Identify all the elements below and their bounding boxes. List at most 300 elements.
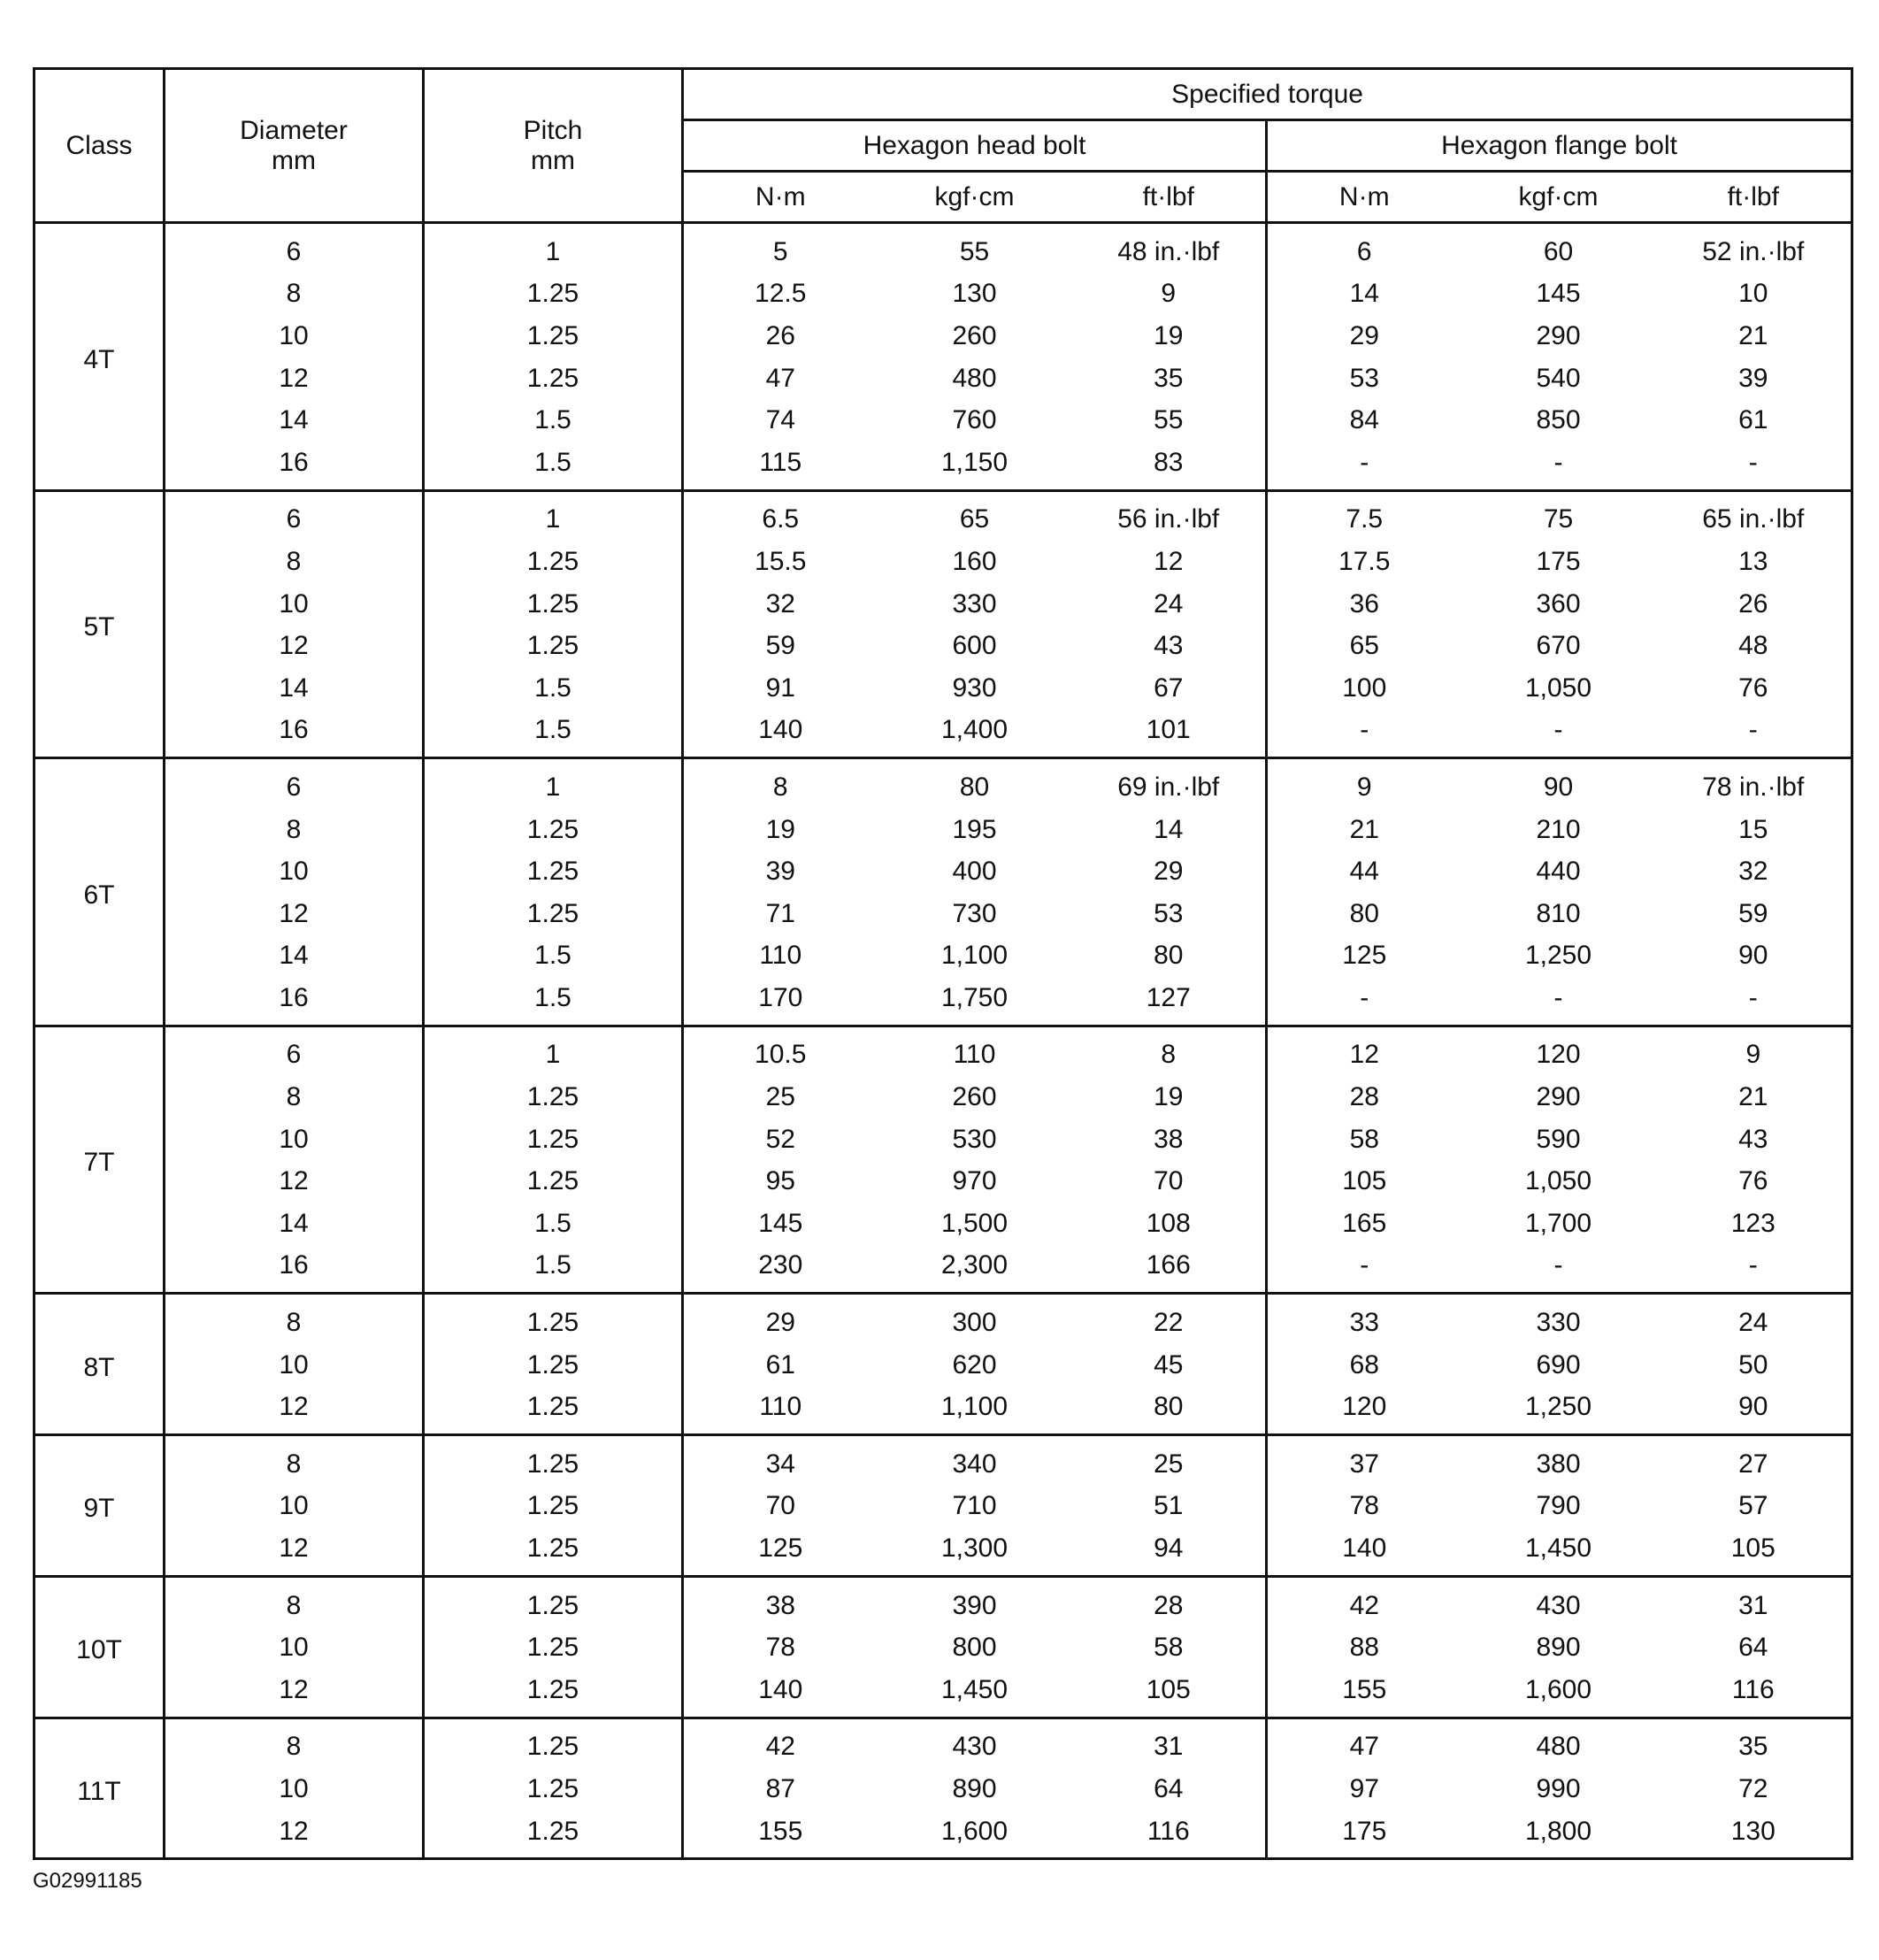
head-ftlbf-cell: 56 in.·lbf — [1072, 490, 1267, 541]
class-group — [35, 1435, 1852, 1577]
class-cell: 8T — [35, 1294, 165, 1435]
pitch-cell: 1.25 — [424, 625, 683, 667]
flange-kgfcm-cell: 590 — [1536, 1124, 1581, 1154]
table-row — [35, 935, 1852, 978]
class-cell: 7T — [35, 1026, 165, 1294]
table-row — [35, 1026, 1852, 1076]
diameter-cell: 10 — [165, 850, 424, 893]
pitch-cell: 1.25 — [424, 1718, 683, 1768]
head-kgfcm-cell: 110 — [878, 1026, 1072, 1076]
head-kgfcm-cell: 620 — [952, 1349, 997, 1380]
unit-header-flange-ftlbf: ft·lbf — [1656, 172, 1852, 223]
hexagon-flange-bolt-header: Hexagon flange bolt — [1267, 120, 1852, 172]
flange-nm-cell: 36 — [1267, 583, 1461, 626]
diameter-unit: mm — [272, 145, 316, 175]
head-ftlbf-cell: 22 — [1072, 1294, 1267, 1344]
table-row — [35, 1718, 1852, 1768]
pitch-cell: 1.25 — [424, 1527, 683, 1576]
head-ftlbf-cell: 38 — [1072, 1118, 1267, 1161]
pitch-cell: 1.25 — [424, 1486, 683, 1528]
head-kgfcm-cell: 260 — [952, 1082, 997, 1112]
head-kgfcm-cell: 1,750 — [878, 977, 1072, 1026]
class-cell: 11T — [35, 1718, 165, 1859]
flange-nm-cell: - — [1267, 442, 1461, 490]
head-ftlbf-cell: 127 — [1072, 977, 1267, 1026]
head-nm-cell: 19 — [683, 809, 878, 851]
pitch-cell: 1.25 — [424, 1626, 683, 1669]
head-kgfcm-cell: 760 — [952, 405, 997, 435]
head-ftlbf-cell: 14 — [1072, 809, 1267, 851]
flange-kgfcm-cell: - — [1461, 1245, 1656, 1294]
flange-kgfcm-cell: 90 — [1461, 758, 1656, 809]
head-nm-cell: 32 — [683, 583, 878, 626]
flange-kgfcm-cell: 1,800 — [1461, 1810, 1656, 1859]
flange-ftlbf-cell: 105 — [1656, 1527, 1852, 1576]
table-row — [35, 583, 1852, 626]
flange-kgfcm-cell: 60 — [1461, 223, 1656, 273]
unit-header-head-kgfcm: kgf·cm — [878, 172, 1072, 223]
table-row — [35, 1527, 1852, 1576]
flange-ftlbf-cell: 21 — [1656, 1076, 1852, 1118]
head-ftlbf-cell: 67 — [1072, 667, 1267, 710]
flange-nm-cell: 21 — [1267, 809, 1461, 851]
flange-kgfcm-cell: 670 — [1536, 631, 1581, 661]
table-row — [35, 710, 1852, 758]
pitch-cell: 1.5 — [424, 710, 683, 758]
pitch-cell: 1 — [424, 223, 683, 273]
head-kgfcm-cell: 80 — [878, 758, 1072, 809]
diameter-label: Diameter — [240, 115, 348, 145]
diameter-cell: 12 — [165, 1669, 424, 1718]
flange-ftlbf-cell: 35 — [1656, 1718, 1852, 1768]
head-nm-cell: 25 — [683, 1076, 878, 1118]
head-nm-cell: 61 — [683, 1344, 878, 1387]
head-nm-cell: 87 — [683, 1768, 878, 1810]
flange-ftlbf-cell: 123 — [1656, 1203, 1852, 1245]
flange-nm-cell: 68 — [1267, 1344, 1461, 1387]
head-kgfcm-cell: 195 — [952, 814, 997, 844]
pitch-cell: 1.25 — [424, 1294, 683, 1344]
flange-nm-cell: 140 — [1267, 1527, 1461, 1576]
diameter-cell: 8 — [165, 1718, 424, 1768]
flange-kgfcm-cell: 430 — [1461, 1576, 1656, 1626]
flange-ftlbf-cell: 32 — [1656, 850, 1852, 893]
head-ftlbf-cell: 166 — [1072, 1245, 1267, 1294]
head-nm-cell: 15.5 — [683, 541, 878, 583]
flange-ftlbf-cell: - — [1656, 442, 1852, 490]
flange-kgfcm-cell: 175 — [1536, 546, 1581, 576]
flange-kgfcm-cell: - — [1461, 442, 1656, 490]
flange-kgfcm-cell: 210 — [1536, 814, 1581, 844]
flange-kgfcm-cell: 810 — [1536, 898, 1581, 928]
flange-kgfcm-cell: 990 — [1536, 1773, 1581, 1803]
diameter-cell: 16 — [165, 442, 424, 490]
head-kgfcm-cell: 530 — [952, 1124, 997, 1154]
flange-nm-cell: 29 — [1267, 315, 1461, 357]
head-kgfcm-cell: 480 — [952, 363, 997, 393]
head-nm-cell: 71 — [683, 893, 878, 935]
flange-ftlbf-cell: - — [1656, 710, 1852, 758]
head-kgfcm-cell: 1,400 — [878, 710, 1072, 758]
head-ftlbf-cell: 25 — [1072, 1435, 1267, 1486]
diameter-cell: 12 — [165, 625, 424, 667]
head-ftlbf-cell: 108 — [1072, 1203, 1267, 1245]
head-nm-cell: 6.5 — [683, 490, 878, 541]
flange-kgfcm-cell: 790 — [1536, 1491, 1581, 1521]
head-ftlbf-cell: 43 — [1072, 625, 1267, 667]
head-nm-cell: 10.5 — [683, 1026, 878, 1076]
flange-ftlbf-cell: 72 — [1656, 1768, 1852, 1810]
flange-ftlbf-cell: 15 — [1656, 809, 1852, 851]
head-nm-cell: 29 — [683, 1294, 878, 1344]
head-ftlbf-cell: 94 — [1072, 1527, 1267, 1576]
head-nm-cell: 12.5 — [683, 273, 878, 316]
class-cell: 4T — [35, 223, 165, 491]
flange-nm-cell: 125 — [1267, 935, 1461, 978]
flange-ftlbf-cell: 65 in.·lbf — [1656, 490, 1852, 541]
pitch-cell: 1.25 — [424, 583, 683, 626]
diameter-cell: 8 — [165, 1435, 424, 1486]
pitch-cell: 1 — [424, 758, 683, 809]
head-nm-cell: 70 — [683, 1486, 878, 1528]
flange-kgfcm-cell: 1,050 — [1524, 1166, 1592, 1196]
head-nm-cell: 125 — [683, 1527, 878, 1576]
diameter-cell: 10 — [165, 1344, 424, 1387]
table-row — [35, 1486, 1852, 1528]
flange-kgfcm-cell: 380 — [1461, 1435, 1656, 1486]
head-ftlbf-cell: 35 — [1072, 357, 1267, 400]
flange-kgfcm-cell: 690 — [1536, 1349, 1581, 1380]
pitch-cell: 1.5 — [424, 1245, 683, 1294]
diameter-cell: 12 — [165, 1386, 424, 1434]
head-ftlbf-cell: 80 — [1072, 935, 1267, 978]
table-row — [35, 1203, 1852, 1245]
table-row — [35, 357, 1852, 400]
head-kgfcm-cell: 1,450 — [878, 1669, 1072, 1718]
diameter-cell: 6 — [165, 758, 424, 809]
flange-nm-cell: 42 — [1267, 1576, 1461, 1626]
head-nm-cell: 52 — [683, 1118, 878, 1161]
head-ftlbf-cell: 45 — [1072, 1344, 1267, 1387]
pitch-cell: 1.25 — [424, 1669, 683, 1718]
pitch-cell: 1.25 — [424, 1576, 683, 1626]
head-kgfcm-cell: 970 — [952, 1166, 997, 1196]
image-id-label: G02991185 — [33, 1869, 142, 1893]
flange-ftlbf-cell: 76 — [1656, 667, 1852, 710]
head-ftlbf-cell: 58 — [1072, 1626, 1267, 1669]
head-kgfcm-cell: 400 — [952, 857, 997, 887]
diameter-cell: 8 — [165, 1576, 424, 1626]
flange-ftlbf-cell: - — [1656, 977, 1852, 1026]
table-row — [35, 1160, 1852, 1203]
class-cell: 10T — [35, 1576, 165, 1718]
table-row — [35, 442, 1852, 490]
flange-ftlbf-cell: 76 — [1656, 1160, 1852, 1203]
flange-kgfcm-cell: 360 — [1536, 588, 1581, 619]
flange-kgfcm-cell: 440 — [1536, 857, 1581, 887]
head-nm-cell: 170 — [683, 977, 878, 1026]
flange-nm-cell: 84 — [1267, 399, 1461, 442]
flange-nm-cell: 12 — [1267, 1026, 1461, 1076]
table-row — [35, 1386, 1852, 1434]
head-kgfcm-cell: 1,500 — [940, 1208, 1009, 1238]
flange-ftlbf-cell: 9 — [1656, 1026, 1852, 1076]
pitch-cell: 1.25 — [424, 850, 683, 893]
class-cell: 6T — [35, 758, 165, 1026]
head-kgfcm-cell: 2,300 — [878, 1245, 1072, 1294]
pitch-cell: 1.25 — [424, 315, 683, 357]
head-nm-cell: 115 — [683, 442, 878, 490]
pitch-cell: 1.5 — [424, 442, 683, 490]
flange-kgfcm-cell: 145 — [1536, 279, 1581, 309]
flange-ftlbf-cell: 31 — [1656, 1576, 1852, 1626]
head-nm-cell: 26 — [683, 315, 878, 357]
flange-nm-cell: 47 — [1267, 1718, 1461, 1768]
class-group — [35, 490, 1852, 758]
head-kgfcm-cell: 1,150 — [878, 442, 1072, 490]
pitch-cell: 1.25 — [424, 1810, 683, 1859]
table-row — [35, 758, 1852, 809]
head-kgfcm-cell: 1,100 — [878, 1386, 1072, 1434]
table-row — [35, 1810, 1852, 1859]
diameter-cell: 14 — [165, 399, 424, 442]
pitch-cell: 1 — [424, 490, 683, 541]
table-row — [35, 977, 1852, 1026]
flange-kgfcm-cell: 1,250 — [1461, 1386, 1656, 1434]
head-kgfcm-cell: 430 — [878, 1718, 1072, 1768]
diameter-cell: 10 — [165, 1768, 424, 1810]
pitch-cell: 1.25 — [424, 1076, 683, 1118]
head-ftlbf-cell: 12 — [1072, 541, 1267, 583]
flange-nm-cell: - — [1267, 1245, 1461, 1294]
pitch-cell: 1.25 — [424, 357, 683, 400]
diameter-header — [165, 69, 424, 223]
flange-ftlbf-cell: 24 — [1656, 1294, 1852, 1344]
flange-kgfcm-cell: 890 — [1536, 1633, 1581, 1663]
head-ftlbf-cell: 31 — [1072, 1718, 1267, 1768]
table-row — [35, 1344, 1852, 1387]
pitch-cell: 1.5 — [424, 399, 683, 442]
flange-ftlbf-cell: 52 in.·lbf — [1656, 223, 1852, 273]
pitch-unit: mm — [531, 145, 575, 175]
flange-kgfcm-cell: 480 — [1461, 1718, 1656, 1768]
head-ftlbf-cell: 53 — [1072, 893, 1267, 935]
head-kgfcm-cell: 390 — [878, 1576, 1072, 1626]
head-ftlbf-cell: 29 — [1072, 850, 1267, 893]
head-kgfcm-cell: 340 — [878, 1435, 1072, 1486]
flange-kgfcm-cell: 290 — [1536, 320, 1581, 350]
table-row — [35, 809, 1852, 851]
flange-nm-cell: 17.5 — [1267, 541, 1461, 583]
table-row — [35, 399, 1852, 442]
head-ftlbf-cell: 64 — [1072, 1768, 1267, 1810]
flange-nm-cell: 6 — [1267, 223, 1461, 273]
table-row — [35, 1669, 1852, 1718]
head-nm-cell: 110 — [683, 1386, 878, 1434]
head-nm-cell: 95 — [683, 1160, 878, 1203]
pitch-cell: 1.25 — [424, 541, 683, 583]
head-nm-cell: 38 — [683, 1576, 878, 1626]
table-row — [35, 1294, 1852, 1344]
pitch-cell: 1.25 — [424, 1768, 683, 1810]
table-row — [35, 850, 1852, 893]
flange-kgfcm-cell: 1,050 — [1524, 673, 1592, 703]
diameter-cell: 12 — [165, 357, 424, 400]
flange-ftlbf-cell: - — [1656, 1245, 1852, 1294]
table-row — [35, 315, 1852, 357]
flange-ftlbf-cell: 116 — [1656, 1669, 1852, 1718]
diameter-cell: 12 — [165, 1810, 424, 1859]
head-nm-cell: 145 — [683, 1203, 878, 1245]
head-ftlbf-cell: 101 — [1072, 710, 1267, 758]
flange-kgfcm-cell: 75 — [1461, 490, 1656, 541]
head-nm-cell: 140 — [683, 710, 878, 758]
flange-nm-cell: 105 — [1267, 1160, 1461, 1203]
diameter-cell: 8 — [165, 273, 424, 316]
head-ftlbf-cell: 55 — [1072, 399, 1267, 442]
class-cell: 5T — [35, 490, 165, 758]
diameter-cell: 6 — [165, 1026, 424, 1076]
head-ftlbf-cell: 51 — [1072, 1486, 1267, 1528]
head-nm-cell: 39 — [683, 850, 878, 893]
flange-nm-cell: 78 — [1267, 1486, 1461, 1528]
head-nm-cell: 91 — [683, 667, 878, 710]
pitch-label: Pitch — [523, 115, 583, 145]
head-nm-cell: 230 — [683, 1245, 878, 1294]
head-nm-cell: 155 — [683, 1810, 878, 1859]
class-group — [35, 1718, 1852, 1859]
flange-ftlbf-cell: 57 — [1656, 1486, 1852, 1528]
class-group — [35, 1294, 1852, 1435]
head-kgfcm-cell: 710 — [952, 1491, 997, 1521]
class-group — [35, 758, 1852, 1026]
flange-nm-cell: 80 — [1267, 893, 1461, 935]
pitch-cell: 1.25 — [424, 809, 683, 851]
head-kgfcm-cell: 600 — [952, 631, 997, 661]
table-row — [35, 490, 1852, 541]
head-kgfcm-cell: 930 — [952, 673, 997, 703]
pitch-cell: 1.25 — [424, 273, 683, 316]
head-ftlbf-cell: 69 in.·lbf — [1072, 758, 1267, 809]
specified-torque-header: Specified torque — [683, 69, 1852, 120]
class-group — [35, 223, 1852, 491]
diameter-cell: 8 — [165, 541, 424, 583]
head-ftlbf-cell: 19 — [1072, 315, 1267, 357]
flange-kgfcm-cell: - — [1461, 710, 1656, 758]
table-row — [35, 1076, 1852, 1118]
head-kgfcm-cell: 1,600 — [878, 1810, 1072, 1859]
head-ftlbf-cell: 9 — [1072, 273, 1267, 316]
flange-ftlbf-cell: 39 — [1656, 357, 1852, 400]
head-kgfcm-cell: 130 — [952, 279, 997, 309]
flange-nm-cell: 165 — [1267, 1203, 1461, 1245]
diameter-cell: 12 — [165, 1160, 424, 1203]
head-kgfcm-cell: 260 — [952, 320, 997, 350]
head-ftlbf-cell: 116 — [1072, 1810, 1267, 1859]
flange-ftlbf-cell: 64 — [1656, 1626, 1852, 1669]
flange-nm-cell: 44 — [1267, 850, 1461, 893]
flange-ftlbf-cell: 78 in.·lbf — [1656, 758, 1852, 809]
head-ftlbf-cell: 28 — [1072, 1576, 1267, 1626]
flange-ftlbf-cell: 90 — [1656, 1386, 1852, 1434]
head-ftlbf-cell: 105 — [1072, 1669, 1267, 1718]
flange-kgfcm-cell: 1,250 — [1524, 941, 1592, 971]
flange-nm-cell: 7.5 — [1267, 490, 1461, 541]
pitch-cell: 1.5 — [424, 977, 683, 1026]
flange-kgfcm-cell: 120 — [1461, 1026, 1656, 1076]
head-nm-cell: 5 — [683, 223, 878, 273]
head-kgfcm-cell: 160 — [952, 546, 997, 576]
head-kgfcm-cell: 330 — [952, 588, 997, 619]
flange-ftlbf-cell: 10 — [1656, 273, 1852, 316]
torque-specification-table — [33, 67, 1853, 1860]
head-kgfcm-cell: 890 — [952, 1773, 997, 1803]
pitch-cell: 1.25 — [424, 893, 683, 935]
flange-nm-cell: 175 — [1267, 1810, 1461, 1859]
head-ftlbf-cell: 70 — [1072, 1160, 1267, 1203]
flange-nm-cell: 155 — [1267, 1669, 1461, 1718]
diameter-cell: 6 — [165, 223, 424, 273]
head-ftlbf-cell: 8 — [1072, 1026, 1267, 1076]
table-row — [35, 1626, 1852, 1669]
flange-ftlbf-cell: 50 — [1656, 1344, 1852, 1387]
pitch-cell: 1 — [424, 1026, 683, 1076]
head-kgfcm-cell: 1,100 — [940, 941, 1009, 971]
flange-kgfcm-cell: 1,700 — [1524, 1208, 1592, 1238]
table-row — [35, 1768, 1852, 1810]
pitch-cell: 1.25 — [424, 1344, 683, 1387]
head-kgfcm-cell: 730 — [952, 898, 997, 928]
class-cell: 9T — [35, 1435, 165, 1577]
head-nm-cell: 34 — [683, 1435, 878, 1486]
flange-kgfcm-cell: 850 — [1536, 405, 1581, 435]
head-nm-cell: 59 — [683, 625, 878, 667]
diameter-cell: 6 — [165, 490, 424, 541]
diameter-cell: 10 — [165, 1626, 424, 1669]
pitch-cell: 1.5 — [424, 667, 683, 710]
head-kgfcm-cell: 65 — [878, 490, 1072, 541]
diameter-cell: 10 — [165, 1486, 424, 1528]
diameter-cell: 12 — [165, 893, 424, 935]
pitch-cell: 1.25 — [424, 1160, 683, 1203]
flange-nm-cell: 65 — [1267, 625, 1461, 667]
unit-header-flange-kgfcm: kgf·cm — [1461, 172, 1656, 223]
flange-kgfcm-cell: 1,450 — [1461, 1527, 1656, 1576]
table-row — [35, 1435, 1852, 1486]
head-nm-cell: 78 — [683, 1626, 878, 1669]
head-kgfcm-cell: 800 — [952, 1633, 997, 1663]
head-ftlbf-cell: 24 — [1072, 583, 1267, 626]
class-group — [35, 1026, 1852, 1294]
head-kgfcm-cell: 300 — [878, 1294, 1072, 1344]
flange-ftlbf-cell: 48 — [1656, 625, 1852, 667]
pitch-cell: 1.5 — [424, 1203, 683, 1245]
diameter-cell: 10 — [165, 315, 424, 357]
diameter-cell: 16 — [165, 1245, 424, 1294]
class-header: Class — [35, 69, 165, 223]
pitch-header — [424, 69, 683, 223]
flange-ftlbf-cell: 43 — [1656, 1118, 1852, 1161]
flange-nm-cell: 14 — [1267, 273, 1461, 316]
hexagon-head-bolt-header: Hexagon head bolt — [683, 120, 1267, 172]
head-nm-cell: 47 — [683, 357, 878, 400]
diameter-cell: 16 — [165, 710, 424, 758]
table-row — [35, 541, 1852, 583]
flange-nm-cell: - — [1267, 710, 1461, 758]
pitch-cell: 1.25 — [424, 1118, 683, 1161]
pitch-cell: 1.5 — [424, 935, 683, 978]
head-nm-cell: 140 — [683, 1669, 878, 1718]
